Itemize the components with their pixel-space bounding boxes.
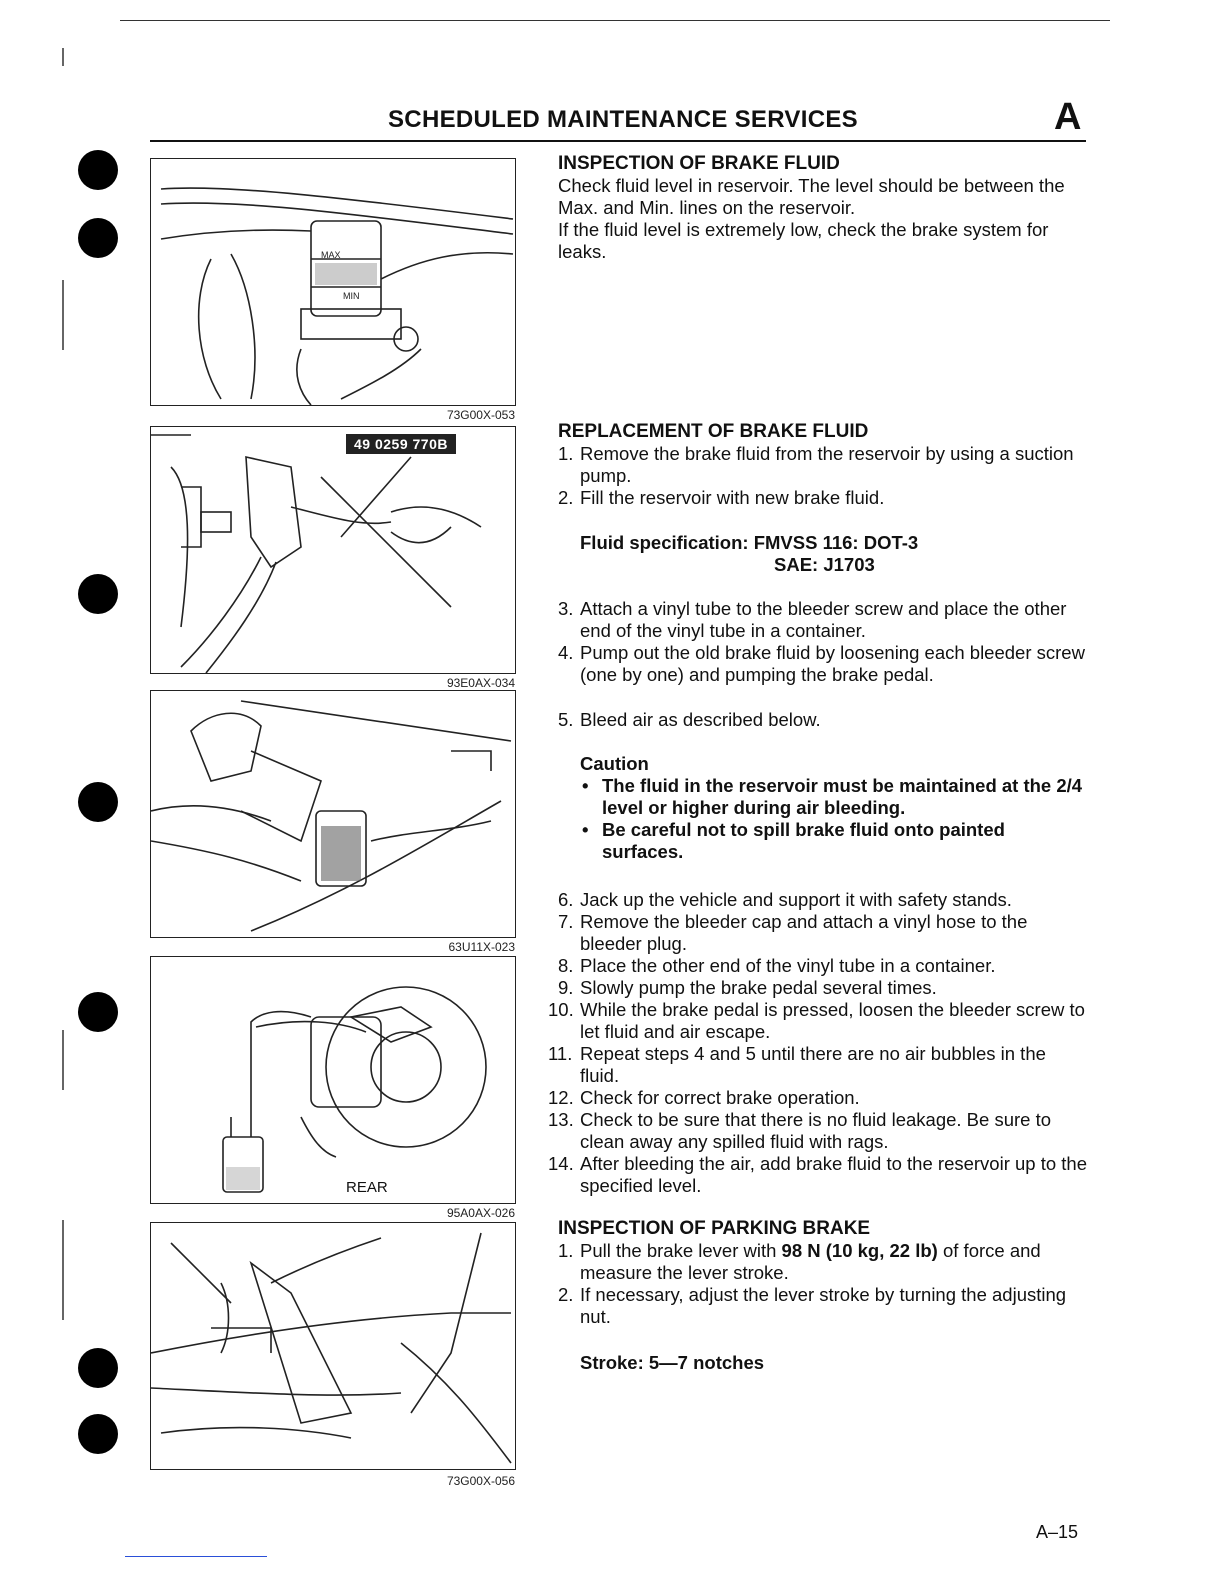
step-item (558, 487, 1088, 509)
heading-parking-brake: INSPECTION OF PARKING BRAKE (558, 1218, 871, 1239)
step-item (548, 1087, 1088, 1109)
step-item (558, 889, 1088, 911)
force-value: 98 N (10 kg, 22 lb) (781, 1240, 938, 1261)
special-tool-number: 49 0259 770B (346, 434, 456, 454)
section-inspection-brake-fluid (558, 153, 1088, 263)
binder-hole (78, 150, 118, 190)
stroke-specification: Stroke: 5—7 notches (580, 1352, 765, 1373)
figure-brake-reservoir (150, 158, 516, 406)
bullet-icon: • (582, 819, 589, 840)
parking-brake-illustration (151, 1223, 515, 1469)
heading-inspection-brake-fluid: INSPECTION OF BRAKE FLUID (558, 153, 840, 174)
spec-line-2: SAE: J1703 (774, 554, 875, 575)
margin-mark (62, 280, 64, 350)
caution-title: Caution (580, 753, 649, 774)
figure-suction-pump (150, 426, 516, 674)
paragraph: If the fluid level is extremely low, check the brake system for leaks. (558, 219, 1049, 262)
step-number: 10. (548, 999, 574, 1020)
rear-label: REAR (346, 1179, 388, 1196)
binder-hole (78, 992, 118, 1032)
step-text: Place the other end of the vinyl tube in a container. (580, 955, 996, 976)
step-text-pre: Pull the brake lever with (580, 1240, 782, 1261)
min-label: MIN (343, 291, 360, 301)
step-number: 4. (558, 642, 574, 663)
step-item (558, 709, 1088, 731)
step-number: 13. (548, 1109, 574, 1130)
binder-hole (78, 1348, 118, 1388)
fluid-specification (580, 532, 1000, 576)
figure-code: 73G00X-056 (446, 1474, 515, 1488)
step-item (548, 1043, 1088, 1087)
bottom-link-rule (125, 1556, 267, 1557)
step-text: Remove the brake fluid from the reservoir by using a suction pump. (580, 443, 1074, 486)
step-item (558, 911, 1088, 955)
caution-item (580, 775, 1086, 819)
step-text: Remove the bleeder cap and attach a vinyl hose to the bleeder plug. (580, 911, 1028, 954)
step-text: Bleed air as described below. (580, 709, 821, 730)
step-text: Repeat steps 4 and 5 until there are no air bubbles in the fluid. (580, 1043, 1046, 1086)
section-replacement-brake-fluid (558, 421, 1088, 509)
binder-hole (78, 1414, 118, 1454)
step-number: 8. (558, 955, 574, 976)
steps-6-14 (548, 889, 1088, 1197)
step-number: 14. (548, 1153, 574, 1174)
section-parking-brake (558, 1218, 1088, 1328)
step-5 (558, 709, 1088, 731)
step-number: 12. (548, 1087, 574, 1108)
reservoir-illustration (151, 159, 515, 405)
step-item (548, 1109, 1088, 1153)
figure-code: 63U11X-023 (448, 940, 515, 954)
figure-parking-brake (150, 1222, 516, 1470)
step-number: 11. (548, 1043, 573, 1064)
step-text: Slowly pump the brake pedal several times. (580, 977, 937, 998)
section-letter: A (1054, 96, 1082, 138)
step-text-post: of force and measure the lever stroke. (580, 1240, 1041, 1283)
binder-hole (78, 782, 118, 822)
margin-mark (62, 1220, 64, 1320)
spec-line-1: Fluid specification: FMVSS 116: DOT-3 (580, 532, 919, 553)
bullet-icon: • (582, 775, 589, 796)
step-text: Check for correct brake operation. (580, 1087, 860, 1108)
step-item (558, 642, 1088, 686)
caution-box (580, 753, 1086, 863)
step-number: 5. (558, 709, 574, 730)
figure-code: 93E0AX-034 (446, 676, 515, 690)
figure-fill-reservoir (150, 690, 516, 938)
caution-text: Be careful not to spill brake fluid onto painted surfaces. (602, 819, 1005, 862)
step-text: Fill the reservoir with new brake fluid. (580, 487, 885, 508)
step-number: 9. (558, 977, 574, 998)
margin-mark (62, 1030, 64, 1090)
suction-pump-illustration (151, 427, 515, 673)
step-item (548, 999, 1088, 1043)
step-number: 2. (558, 487, 574, 508)
page-header-title: SCHEDULED MAINTENANCE SERVICES (388, 106, 858, 133)
caution-text: The fluid in the reservoir must be maintained at the 2/4 level or higher during air bleeding. (602, 775, 1083, 818)
heading-replacement-brake-fluid: REPLACEMENT OF BRAKE FLUID (558, 421, 869, 442)
step-item (558, 955, 1088, 977)
step-text: While the brake pedal is pressed, loosen the bleeder screw to let fluid and air escape. (580, 999, 1085, 1042)
step-text: After bleeding the air, add brake fluid to the reservoir up to the specified level. (580, 1153, 1088, 1196)
step-text: If necessary, adjust the lever stroke by turning the adjusting nut. (580, 1284, 1067, 1327)
figure-code: 73G00X-053 (446, 408, 515, 422)
step-text: Jack up the vehicle and support it with safety stands. (580, 889, 1012, 910)
rear-bleeding-illustration (151, 957, 515, 1203)
step-item (558, 977, 1088, 999)
figure-code: 95A0AX-026 (446, 1206, 515, 1220)
binder-hole (78, 574, 118, 614)
step-number: 1. (558, 1240, 574, 1261)
margin-mark (62, 48, 64, 66)
page-number: A–15 (1036, 1522, 1079, 1542)
step-number: 1. (558, 443, 574, 464)
step-text: Pump out the old brake fluid by loosening each bleeder screw (one by one) and pumping the brake pedal. (580, 642, 1085, 685)
caution-item (580, 819, 1086, 863)
step-item (558, 443, 1088, 487)
paragraph: Check fluid level in reservoir. The level should be between the Max. and Min. lines on the reservoir. (558, 175, 1065, 218)
figure-rear-bleeding (150, 956, 516, 1204)
header-rule (150, 140, 1086, 142)
max-label: MAX (321, 250, 341, 260)
step-item (558, 1240, 1088, 1284)
step-number: 3. (558, 598, 574, 619)
top-rule (120, 20, 1110, 21)
step-text: Attach a vinyl tube to the bleeder screw and place the other end of the vinyl tube in a container. (580, 598, 1067, 641)
step-number: 7. (558, 911, 574, 932)
binder-hole (78, 218, 118, 258)
step-item (558, 598, 1088, 642)
step-text: Check to be sure that there is no fluid leakage. Be sure to clean away any spilled fluid with rags. (580, 1109, 1052, 1152)
step-number: 6. (558, 889, 574, 910)
step-item (548, 1153, 1088, 1197)
steps-3-4 (558, 598, 1088, 686)
step-number: 2. (558, 1284, 574, 1305)
fill-reservoir-illustration (151, 691, 515, 937)
step-item (558, 1284, 1088, 1328)
